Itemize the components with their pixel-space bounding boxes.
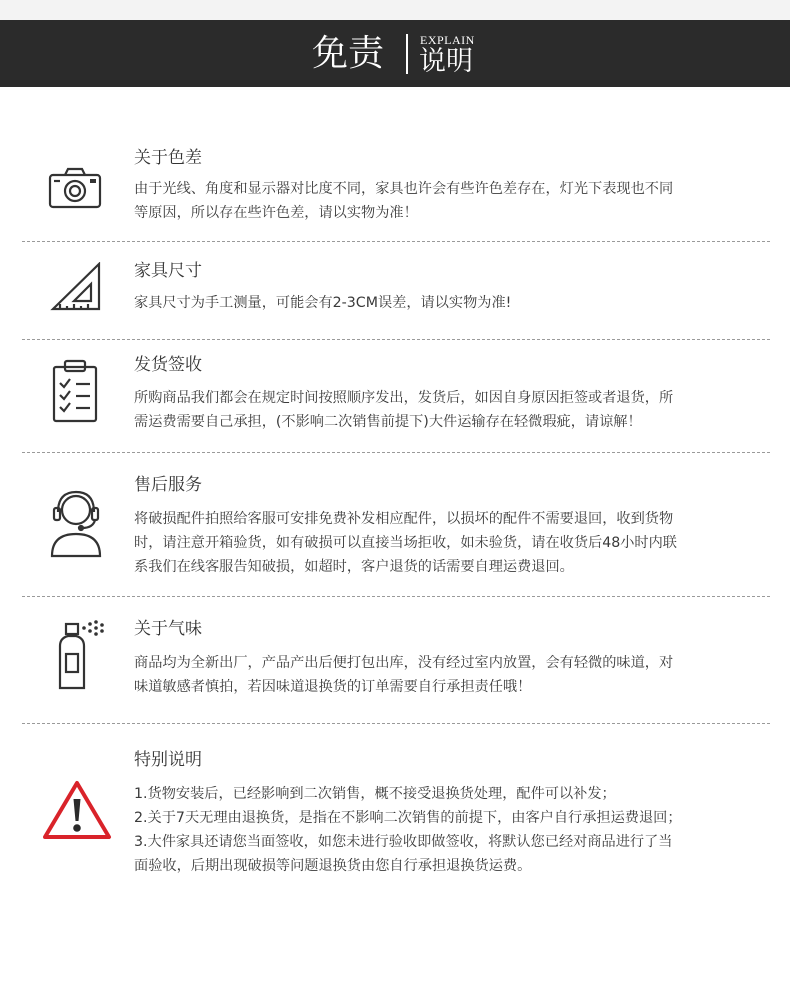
body-line: 需运费需要自己承担，(不影响二次销售前提下)大件运输存在轻微瑕疵，请谅解！ bbox=[134, 414, 642, 430]
section-divider bbox=[22, 723, 770, 724]
section-body-special bbox=[134, 782, 746, 878]
section-title-odor: 关于气味 bbox=[134, 619, 202, 639]
section-body-size bbox=[134, 291, 746, 315]
warning-triangle-icon bbox=[42, 779, 112, 841]
body-line: 等原因，所以存在些许色差，请以实物为准！ bbox=[134, 205, 418, 221]
section-divider bbox=[22, 596, 770, 597]
top-strip bbox=[0, 0, 790, 20]
triangle-ruler-icon bbox=[50, 262, 102, 312]
header-explain-label: EXPLAIN bbox=[420, 33, 475, 47]
customer-service-headset-icon bbox=[48, 488, 104, 560]
section-divider bbox=[22, 452, 770, 453]
body-line: 系我们在线客服告知破损，如超时，客户退货的话需要自理运费退回。 bbox=[134, 559, 574, 575]
section-divider bbox=[22, 339, 770, 340]
section-title-size: 家具尺寸 bbox=[134, 261, 202, 281]
body-line: 由于光线、角度和显示器对比度不同，家具也许会有些许色差存在，灯光下表现也不同 bbox=[134, 181, 674, 197]
section-body-after-sales bbox=[134, 507, 746, 579]
section-title-after-sales: 售后服务 bbox=[134, 475, 202, 495]
section-body-color bbox=[134, 177, 746, 225]
body-line: 将破损配件拍照给客服可安排免费补发相应配件，以损坏的配件不需要退回，收到货物 bbox=[134, 511, 674, 527]
body-line: 3.大件家具还请您当面签收，如您未进行验收即做签收，将默认您已经对商品进行了当 bbox=[134, 834, 673, 850]
spray-can-icon bbox=[54, 620, 106, 690]
body-line: 1.货物安装后，已经影响到二次销售，概不接受退换货处理，配件可以补发； bbox=[134, 786, 616, 802]
body-line: 2.关于7天无理由退换货，是指在不影响二次销售的前提下，由客户自行承担运费退回； bbox=[134, 810, 682, 826]
body-line: 家具尺寸为手工测量，可能会有2-3CM误差，请以实物为准! bbox=[134, 295, 512, 311]
body-line: 面验收，后期出现破损等问题退换货由您自行承担退换货运费。 bbox=[134, 858, 532, 874]
header-banner bbox=[0, 20, 790, 87]
clipboard-checklist-icon bbox=[52, 359, 98, 423]
section-title-special: 特别说明 bbox=[134, 750, 202, 770]
section-body-odor bbox=[134, 651, 746, 699]
body-line: 味道敏感者慎拍，若因味道退换货的订单需要自行承担责任哦！ bbox=[134, 679, 532, 695]
body-line: 所购商品我们都会在规定时间按照顺序发出，发货后，如因自身原因拒签或者退货，所 bbox=[134, 390, 674, 406]
body-line: 时，请注意开箱验货，如有破损可以直接当场拒收，如未验货，请在收货后48小时内联 bbox=[134, 535, 677, 551]
header-divider-bar bbox=[406, 34, 408, 74]
body-line: 商品均为全新出厂，产品产出后便打包出库，没有经过室内放置，会有轻微的味道，对 bbox=[134, 655, 674, 671]
header-title-main: 免责 bbox=[312, 33, 385, 74]
header-title-sub: 说明 bbox=[419, 46, 473, 77]
section-divider bbox=[22, 241, 770, 242]
section-body-shipping bbox=[134, 386, 746, 434]
section-title-color: 关于色差 bbox=[134, 148, 202, 168]
section-title-shipping: 发货签收 bbox=[134, 355, 202, 375]
camera-icon bbox=[48, 167, 102, 209]
